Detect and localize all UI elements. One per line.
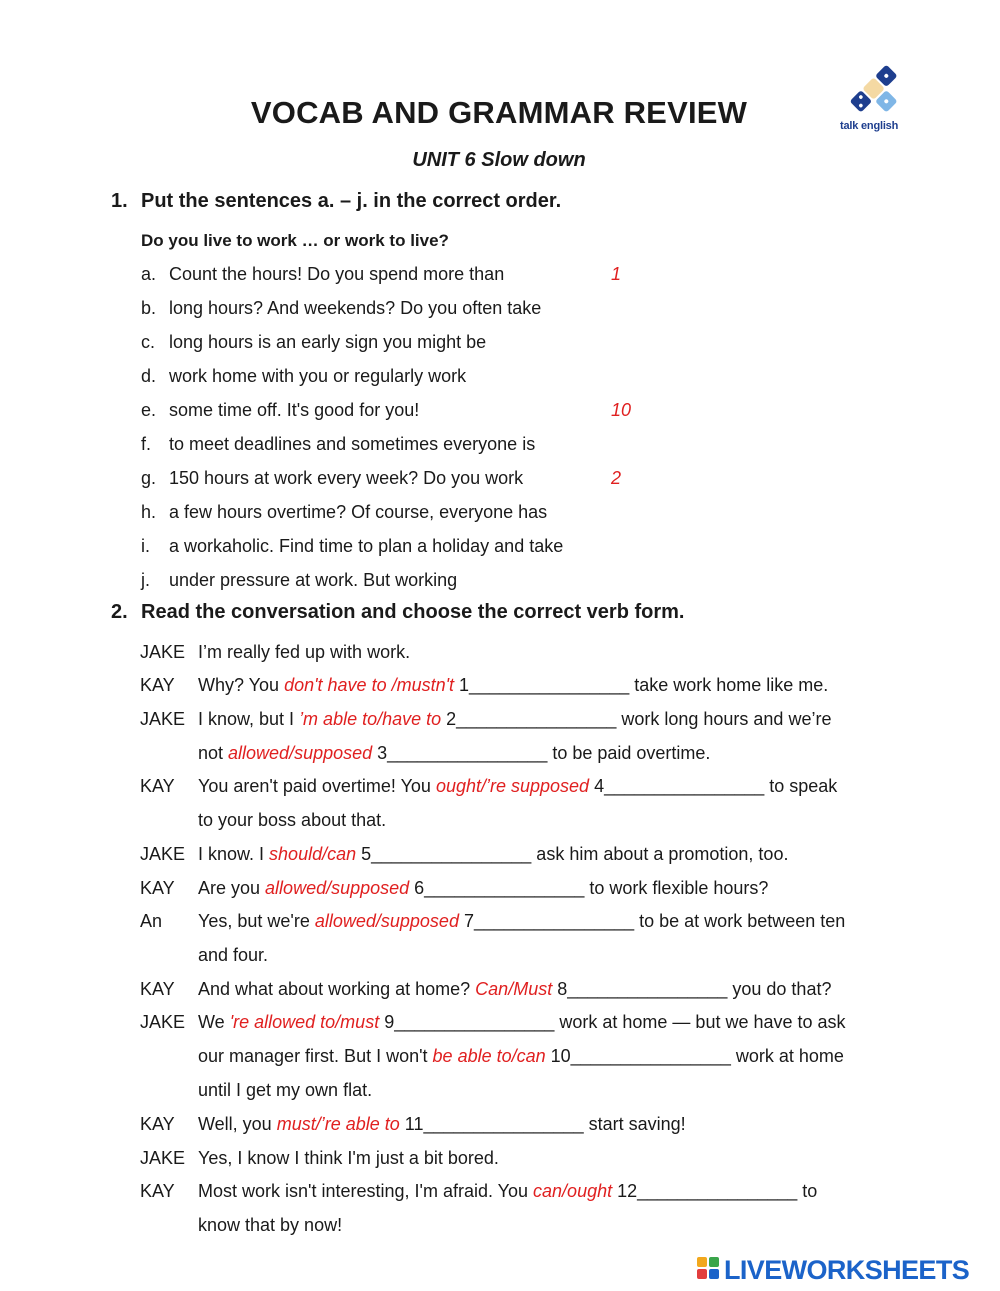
- speech-text: [198, 1073, 372, 1107]
- speaker-name: JAKE: [140, 709, 186, 729]
- section-2-heading: [111, 601, 684, 624]
- speech-post[interactable]: 1________________ take work home like me.: [454, 675, 829, 695]
- speech-pre: Yes, I know I think I'm just a bit bored.: [198, 1148, 499, 1168]
- speech-text: [198, 972, 831, 1006]
- speech-post[interactable]: 6________________ to work flexible hours?: [409, 878, 769, 898]
- speech-text: [198, 1208, 342, 1242]
- speech-post[interactable]: 9________________ work at home — but we have to ask: [379, 1012, 846, 1032]
- speech-pre: Yes, but we're: [198, 911, 315, 931]
- item-letter: h.: [141, 502, 157, 522]
- section-1-number: 1.: [111, 190, 128, 212]
- item-text: some time off. It's good for you!: [169, 400, 420, 420]
- speech-pre: Well, you: [198, 1114, 277, 1134]
- speech-text: [198, 1039, 844, 1073]
- speech-pre: You aren't paid overtime! You: [198, 776, 436, 796]
- speech-pre: I’m really fed up with work.: [198, 642, 411, 662]
- speech-post[interactable]: 8________________ you do that?: [552, 979, 832, 999]
- speech-text: [198, 1107, 686, 1141]
- item-text: 150 hours at work every week? Do you work: [169, 468, 524, 488]
- item-text: long hours? And weekends? Do you often take: [169, 298, 542, 318]
- speech-text: [198, 668, 828, 702]
- verb-choice[interactable]: don't have to /mustn't: [284, 675, 455, 695]
- speech-pre: And what about working at home?: [198, 979, 476, 999]
- logo-text: talk english: [840, 120, 899, 132]
- speaker-name: KAY: [140, 1181, 175, 1201]
- speech-text: [198, 803, 386, 837]
- speech-text: [198, 871, 768, 905]
- item-letter: a.: [141, 264, 157, 284]
- speaker-name: KAY: [140, 979, 175, 999]
- item-letter: d.: [141, 366, 157, 386]
- speech-post[interactable]: 4________________ to speak: [589, 776, 838, 796]
- speech-text: [198, 769, 837, 803]
- speech-pre: to your boss about that.: [198, 810, 387, 830]
- section-2-title: Read the conversation and choose the correct verb form.: [141, 601, 685, 623]
- verb-choice[interactable]: must/’re able to: [276, 1114, 400, 1134]
- item-text: Count the hours! Do you spend more than: [169, 264, 505, 284]
- speaker-name: JAKE: [140, 1148, 186, 1168]
- verb-choice[interactable]: allowed/supposed: [228, 743, 373, 763]
- speech-pre: our manager first. But I won't: [198, 1046, 433, 1066]
- section-1-title: Put the sentences a. – j. in the correct order.: [141, 190, 562, 212]
- speech-pre: We: [198, 1012, 230, 1032]
- speaker-name: KAY: [140, 878, 175, 898]
- speaker-name: An: [140, 911, 163, 931]
- verb-choice[interactable]: should/can: [269, 844, 357, 864]
- speech-text: [198, 1174, 817, 1208]
- speech-post[interactable]: 7________________ to be at work between ten: [458, 911, 846, 931]
- item-text: a workaholic. Find time to plan a holiday and take: [169, 536, 564, 556]
- speech-pre: Why? You: [198, 675, 285, 695]
- speech-pre: until I get my own flat.: [198, 1080, 373, 1100]
- item-letter: f.: [141, 434, 152, 454]
- verb-choice[interactable]: Can/Must: [475, 979, 553, 999]
- speech-text: [198, 1005, 846, 1039]
- item-letter: e.: [141, 400, 157, 420]
- section-2-number: 2.: [111, 601, 128, 623]
- speaker-name: KAY: [140, 776, 175, 796]
- item-text: to meet deadlines and sometimes everyone is: [169, 434, 536, 454]
- speech-post[interactable]: 5________________ ask him about a promotion, too.: [356, 844, 789, 864]
- speech-pre: Are you: [198, 878, 266, 898]
- page-title: VOCAB AND GRAMMAR REVIEW: [250, 95, 748, 130]
- unit-subtitle: UNIT 6 Slow down: [412, 149, 586, 171]
- section-1-heading: [111, 190, 561, 213]
- speech-post[interactable]: 3________________ to be paid overtime.: [372, 743, 711, 763]
- item-text: under pressure at work. But working: [169, 570, 458, 590]
- verb-choice[interactable]: 're allowed to/must: [229, 1012, 380, 1032]
- section-1-subheading: Do you live to work … or work to live?: [141, 231, 449, 250]
- item-text: work home with you or regularly work: [169, 366, 467, 386]
- verb-choice[interactable]: ’m able to/have to: [299, 709, 442, 729]
- verb-choice[interactable]: ought/’re supposed: [435, 776, 590, 796]
- speech-pre: I know. I: [198, 844, 270, 864]
- speech-text: [198, 938, 268, 972]
- verb-choice[interactable]: can/ought: [533, 1181, 613, 1201]
- speech-pre: know that by now!: [198, 1215, 343, 1235]
- item-letter: j.: [141, 570, 150, 590]
- item-letter: b.: [141, 298, 157, 318]
- speech-post[interactable]: 11________________ start saving!: [399, 1114, 686, 1134]
- verb-choice[interactable]: be able to/can: [432, 1046, 546, 1066]
- item-letter: i.: [141, 536, 150, 556]
- item-text: long hours is an early sign you might be: [169, 332, 487, 352]
- speech-pre: not: [198, 743, 229, 763]
- speech-text: [198, 635, 410, 669]
- speech-text: [198, 904, 845, 938]
- liveworksheets-logo-icon: [697, 1257, 721, 1281]
- speech-post[interactable]: 12________________ to: [612, 1181, 818, 1201]
- item-text: a few hours overtime? Of course, everyone has: [169, 502, 548, 522]
- speaker-name: JAKE: [140, 642, 186, 662]
- speech-post[interactable]: 2________________ work long hours and we’re: [441, 709, 832, 729]
- item-letter: c.: [141, 332, 156, 352]
- liveworksheets-brand: LIVEWORKSHEETS: [724, 1255, 970, 1285]
- speech-pre: Most work isn't interesting, I'm afraid. You: [198, 1181, 534, 1201]
- verb-choice[interactable]: allowed/supposed: [314, 911, 459, 931]
- speaker-name: KAY: [140, 1114, 175, 1134]
- speech-text: [198, 837, 788, 871]
- speech-pre: and four.: [198, 945, 269, 965]
- speaker-name: KAY: [140, 675, 175, 695]
- order-answer[interactable]: 10: [611, 400, 632, 420]
- speech-post[interactable]: 10________________ work at home: [545, 1046, 844, 1066]
- speaker-name: JAKE: [140, 1012, 186, 1032]
- speech-text: [198, 736, 710, 770]
- speech-text: [198, 1141, 499, 1175]
- order-answer[interactable]: 1: [611, 264, 622, 284]
- speech-text: [198, 702, 831, 736]
- verb-choice[interactable]: allowed/supposed: [265, 878, 410, 898]
- order-answer[interactable]: 2: [611, 468, 622, 488]
- speech-pre: I know, but I: [198, 709, 300, 729]
- item-letter: g.: [141, 468, 157, 488]
- speaker-name: JAKE: [140, 844, 186, 864]
